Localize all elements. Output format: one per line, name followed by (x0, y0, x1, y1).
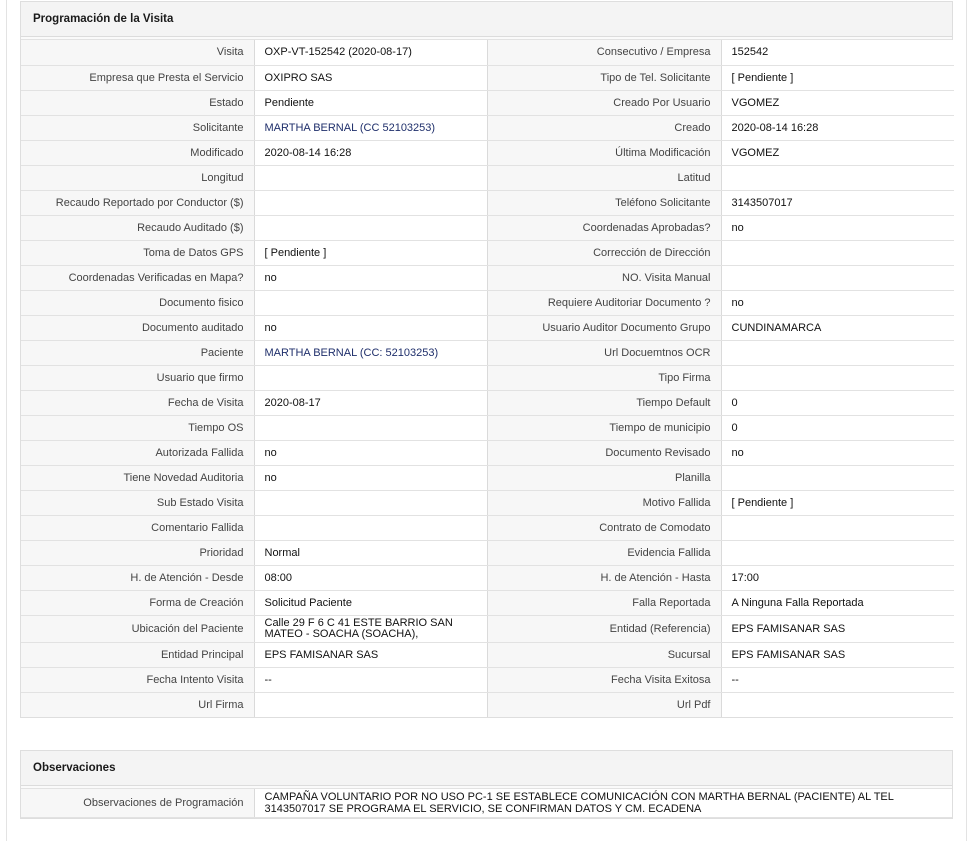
field-value (254, 415, 487, 440)
field-value: EPS FAMISANAR SAS (721, 615, 954, 642)
field-value: EPS FAMISANAR SAS (254, 642, 487, 667)
field-value (254, 490, 487, 515)
field-label: Fecha Intento Visita (21, 667, 254, 692)
field-value: 2020-08-14 16:28 (254, 140, 487, 165)
field-label: Solicitante (21, 115, 254, 140)
field-label: Url Docuemtnos OCR (487, 340, 721, 365)
table-row (21, 240, 954, 265)
field-label: Fecha Visita Exitosa (487, 667, 721, 692)
page-right-rule (966, 0, 967, 841)
field-label: Entidad Principal (21, 642, 254, 667)
table-row (21, 565, 954, 590)
field-value: Pendiente (254, 90, 487, 115)
field-value: OXIPRO SAS (254, 65, 487, 90)
table-row (21, 165, 954, 190)
field-label: Prioridad (21, 540, 254, 565)
field-value: no (254, 465, 487, 490)
field-label: Requiere Auditoriar Documento ? (487, 290, 721, 315)
field-value (254, 692, 487, 717)
field-label: Modificado (21, 140, 254, 165)
table-row (21, 390, 954, 415)
field-label: Contrato de Comodato (487, 515, 721, 540)
table-row (21, 642, 954, 667)
field-label: H. de Atención - Desde (21, 565, 254, 590)
table-row (21, 115, 954, 140)
field-label: Planilla (487, 465, 721, 490)
field-value: [ Pendiente ] (721, 65, 954, 90)
field-label: NO. Visita Manual (487, 265, 721, 290)
table-row (21, 65, 954, 90)
field-label: Recaudo Auditado ($) (21, 215, 254, 240)
field-value (254, 515, 487, 540)
field-label: Creado (487, 115, 721, 140)
field-label: Consecutivo / Empresa (487, 40, 721, 65)
table-row (21, 365, 954, 390)
field-label: Tiene Novedad Auditoria (21, 465, 254, 490)
field-value: 0 (721, 415, 954, 440)
field-value (721, 265, 954, 290)
field-value (254, 365, 487, 390)
field-label: Documento Revisado (487, 440, 721, 465)
field-label: Tipo Firma (487, 365, 721, 390)
table-row (21, 215, 954, 240)
field-value: 08:00 (254, 565, 487, 590)
observations-value: CAMPAÑA VOLUNTARIO POR NO USO PC-1 SE ESTABLECE COMUNICACIÓN CON MARTHA BERNAL (PACIENTE) AL TEL 3143507017 SE PROGRAMA EL SERVICIO, SE CONFIRMAN DATOS Y CM. ECADENA (254, 789, 952, 817)
visit-programming-panel (20, 1, 953, 718)
field-value: [ Pendiente ] (254, 240, 487, 265)
field-value (254, 165, 487, 190)
field-value: 152542 (721, 40, 954, 65)
table-row (21, 190, 954, 215)
field-value (721, 515, 954, 540)
field-label: Última Modificación (487, 140, 721, 165)
field-value (254, 190, 487, 215)
field-value: no (721, 215, 954, 240)
field-label: Url Firma (21, 692, 254, 717)
field-label: Estado (21, 90, 254, 115)
table-row (21, 315, 954, 340)
field-label: Motivo Fallida (487, 490, 721, 515)
field-value: -- (254, 667, 487, 692)
table-row (21, 40, 954, 65)
field-value: 2020-08-14 16:28 (721, 115, 954, 140)
field-value (721, 240, 954, 265)
field-label: Autorizada Fallida (21, 440, 254, 465)
field-label: Tipo de Tel. Solicitante (487, 65, 721, 90)
field-value: VGOMEZ (721, 140, 954, 165)
table-row (21, 440, 954, 465)
observations-table (21, 789, 952, 818)
table-row (21, 667, 954, 692)
table-row (21, 340, 954, 365)
field-label: Paciente (21, 340, 254, 365)
page-left-rule (6, 0, 7, 841)
field-value (254, 215, 487, 240)
observations-panel (20, 750, 953, 819)
field-value: [ Pendiente ] (721, 490, 954, 515)
field-value: no (721, 440, 954, 465)
field-value: 0 (721, 390, 954, 415)
table-row (21, 515, 954, 540)
field-value (721, 692, 954, 717)
field-value: no (254, 440, 487, 465)
field-value (721, 465, 954, 490)
field-value: -- (721, 667, 954, 692)
observations-title: Observaciones (21, 751, 952, 786)
field-label: Url Pdf (487, 692, 721, 717)
field-label: Documento fisico (21, 290, 254, 315)
field-value (721, 165, 954, 190)
visit-details-table (21, 40, 954, 717)
field-label: Documento auditado (21, 315, 254, 340)
field-label: Sub Estado Visita (21, 490, 254, 515)
field-label: Usuario que firmo (21, 365, 254, 390)
field-value: EPS FAMISANAR SAS (721, 642, 954, 667)
field-value: Calle 29 F 6 C 41 ESTE BARRIO SAN MATEO - SOACHA (SOACHA), (254, 615, 487, 642)
field-label: Forma de Creación (21, 590, 254, 615)
field-value: A Ninguna Falla Reportada (721, 590, 954, 615)
field-label: Corrección de Dirección (487, 240, 721, 265)
field-value (254, 290, 487, 315)
field-value: 17:00 (721, 565, 954, 590)
field-label: Falla Reportada (487, 590, 721, 615)
field-label: Visita (21, 40, 254, 65)
field-value: 2020-08-17 (254, 390, 487, 415)
field-label: Longitud (21, 165, 254, 190)
table-row (21, 590, 954, 615)
field-value: no (254, 315, 487, 340)
field-value (721, 365, 954, 390)
field-value: VGOMEZ (721, 90, 954, 115)
table-row (21, 789, 952, 817)
table-row (21, 540, 954, 565)
table-row (21, 140, 954, 165)
field-value (721, 340, 954, 365)
field-value: no (721, 290, 954, 315)
field-value: MARTHA BERNAL (CC 52103253) (254, 115, 487, 140)
table-row (21, 290, 954, 315)
field-label: Sucursal (487, 642, 721, 667)
field-label: Tiempo OS (21, 415, 254, 440)
table-row (21, 415, 954, 440)
table-row (21, 90, 954, 115)
field-label: Ubicación del Paciente (21, 615, 254, 642)
field-label: Evidencia Fallida (487, 540, 721, 565)
field-value: CUNDINAMARCA (721, 315, 954, 340)
field-label: Toma de Datos GPS (21, 240, 254, 265)
field-label: Usuario Auditor Documento Grupo (487, 315, 721, 340)
field-label: Tiempo Default (487, 390, 721, 415)
field-label: Fecha de Visita (21, 390, 254, 415)
field-value: 3143507017 (721, 190, 954, 215)
field-label: Tiempo de municipio (487, 415, 721, 440)
table-row (21, 615, 954, 642)
table-row (21, 692, 954, 717)
field-value: no (254, 265, 487, 290)
visit-programming-title: Programación de la Visita (21, 2, 952, 37)
field-label: Entidad (Referencia) (487, 615, 721, 642)
field-label: Creado Por Usuario (487, 90, 721, 115)
field-value: Normal (254, 540, 487, 565)
field-label: Teléfono Solicitante (487, 190, 721, 215)
field-label: Comentario Fallida (21, 515, 254, 540)
field-label: Coordenadas Verificadas en Mapa? (21, 265, 254, 290)
field-label: Empresa que Presta el Servicio (21, 65, 254, 90)
field-label: H. de Atención - Hasta (487, 565, 721, 590)
field-label: Recaudo Reportado por Conductor ($) (21, 190, 254, 215)
field-label: Coordenadas Aprobadas? (487, 215, 721, 240)
field-label: Latitud (487, 165, 721, 190)
field-value: Solicitud Paciente (254, 590, 487, 615)
table-row (21, 465, 954, 490)
field-value (721, 540, 954, 565)
table-row (21, 265, 954, 290)
observations-label: Observaciones de Programación (21, 789, 254, 817)
field-value: OXP-VT-152542 (2020-08-17) (254, 40, 487, 65)
field-value: MARTHA BERNAL (CC: 52103253) (254, 340, 487, 365)
table-row (21, 490, 954, 515)
